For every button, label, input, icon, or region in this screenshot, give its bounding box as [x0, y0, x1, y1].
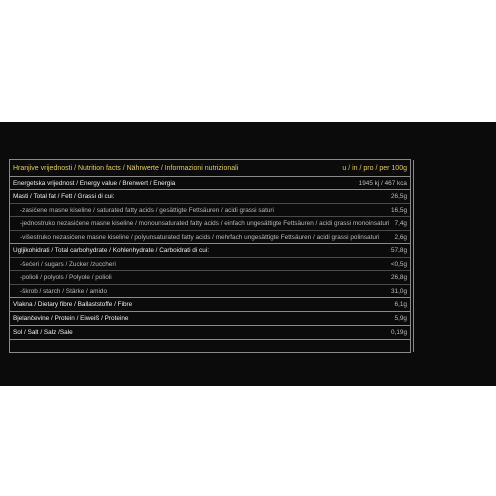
- row-value: 16,5g: [391, 206, 407, 214]
- row-polyunsaturated-fat: [10, 231, 410, 243]
- row-value: 31,0g: [391, 287, 407, 295]
- row-value: 5,9g: [394, 315, 407, 322]
- row-protein: [10, 312, 410, 325]
- row-value: <0,5g: [390, 260, 407, 268]
- header-label: Hranjive vrijednosti / Nutrition facts / Nährwerte / Informazioni nutrizionali: [13, 164, 239, 172]
- column-separator: [413, 160, 414, 352]
- row-label: -polioli / polyols / Polyole / polioli: [20, 274, 112, 281]
- row-polyols: [10, 271, 410, 284]
- row-label: Bjelančevine / Protein / Eiweiß / Proteine: [13, 315, 129, 322]
- row-value: 26,5g: [391, 193, 407, 200]
- row-value: 6,1g: [394, 301, 407, 308]
- row-saturated-fat: [10, 204, 410, 216]
- header-unit: u / in / pro / per 100g: [342, 164, 407, 172]
- row-label: -škrob / starch / Stärke / amido: [20, 287, 108, 295]
- row-value: 57,8g: [391, 247, 407, 254]
- row-energy: [10, 177, 410, 189]
- row-label: Sol / Salt / Salz /Sale: [13, 329, 73, 336]
- row-monounsaturated-fat: [10, 217, 410, 230]
- row-value: 2,6g: [394, 233, 407, 241]
- row-fibre: [10, 298, 410, 311]
- row-starch: [10, 285, 410, 297]
- row-label: -zasićene masne kiseline / saturated fatty acids / gesättigte Fettsäuren / acidi grassi saturi: [20, 206, 274, 214]
- row-label: -šećeri / sugars / Zucker /zuccheri: [20, 260, 116, 268]
- row-fat: [10, 190, 410, 203]
- row-label: Vlakna / Dietary fibre / Ballaststoffe / Fibre: [13, 301, 133, 308]
- row-value: 1945 kj / 467 kca: [358, 179, 407, 187]
- row-value: 7,4g: [394, 220, 407, 227]
- row-label: -višestruko nezasićene masne kiseline / polyunsaturated fatty acids / mehrfach ungesättigte Fettsäuren / acidi grassi polinsaturi: [20, 233, 380, 241]
- row-salt: [10, 326, 410, 339]
- row-value: 0,19g: [391, 329, 407, 336]
- table-header: [10, 160, 410, 176]
- row-label: Ugljikohidrati / Total carbohydrate / Kohlenhydrate / Carboidrati di cui:: [13, 247, 209, 254]
- divider: [10, 339, 410, 340]
- row-label: Masti / Total fat / Fett / Grassi di cui:: [13, 193, 115, 200]
- row-label: Energetska vrijednost / Energy value / Brenwert / Energia: [13, 179, 176, 187]
- row-label: -jednostruko nezasićene masne kiseline / monounsaturated fatty acids / einfach ungesättigte Fettsäuren / acidi grassi monoinsaturi: [20, 220, 390, 227]
- row-value: 26,8g: [391, 274, 407, 281]
- row-sugars: [10, 258, 410, 270]
- row-carbohydrate: [10, 244, 410, 257]
- nutrition-table: [9, 159, 411, 353]
